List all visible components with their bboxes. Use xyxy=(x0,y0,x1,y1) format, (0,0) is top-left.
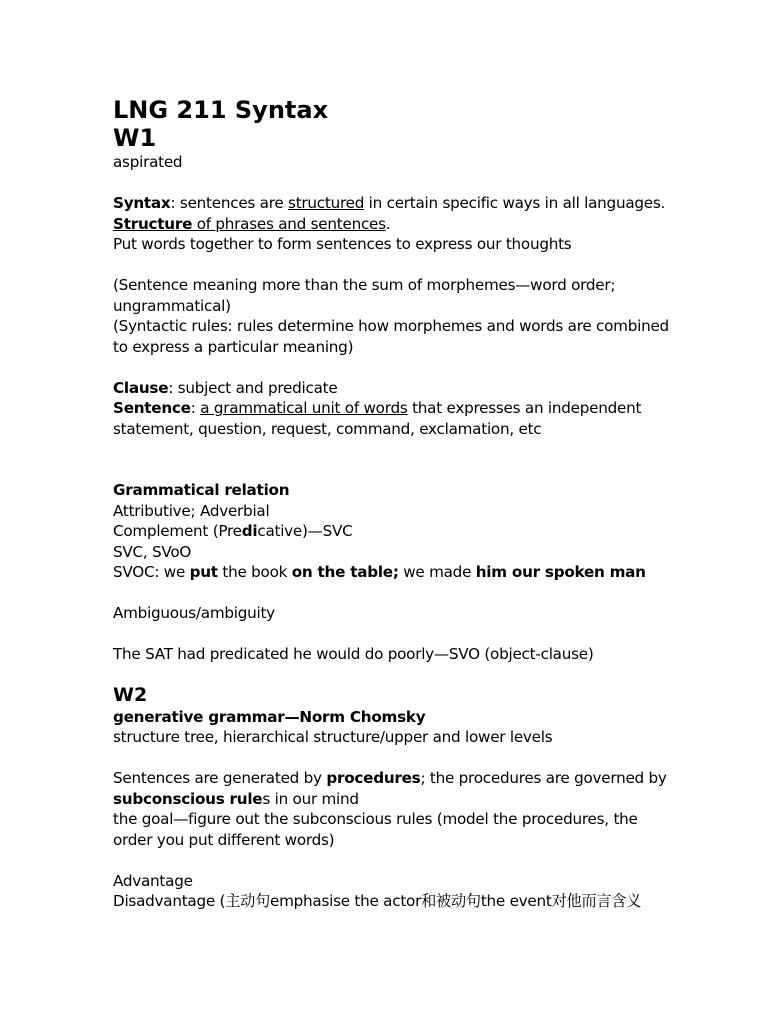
meaning-line-2: ungrammatical) xyxy=(113,296,231,315)
spacer xyxy=(113,255,673,276)
complement-bold: di xyxy=(241,522,258,540)
structure-term: Structure xyxy=(113,214,193,233)
spacer xyxy=(113,583,673,604)
generative-grammar-term: generative grammar—Norm Chomsky xyxy=(113,707,426,726)
syntax-post: in certain specific ways in all languages. xyxy=(364,194,666,212)
svoc-line xyxy=(113,562,673,583)
spacer xyxy=(113,850,673,871)
structure-definition xyxy=(113,214,673,235)
procedures-term: procedures xyxy=(326,769,421,787)
meaning-line-1: (Sentence meaning more than the sum of morphemes—word order; xyxy=(113,276,616,294)
disadvantage-line: Disadvantage (主动句emphasise the actor和被动句the event对他而言含义 xyxy=(113,892,642,910)
rules-line-2: to express a particular meaning) xyxy=(113,337,354,356)
svoc-him: him our spoken man xyxy=(475,563,646,581)
generated-pre: Sentences are generated by xyxy=(113,769,327,787)
advantage-line: Advantage xyxy=(113,871,193,890)
spacer xyxy=(113,665,673,683)
course-title: LNG 211 Syntax xyxy=(113,96,329,124)
spacer xyxy=(113,624,673,645)
svc-svoo-line: SVC, SVoO xyxy=(113,542,192,561)
complement-line xyxy=(113,521,673,542)
sentence-colon: : xyxy=(190,399,201,417)
structure-post: . xyxy=(385,214,391,233)
subconscious-line xyxy=(113,789,673,810)
syntax-term: Syntax xyxy=(113,194,171,212)
structure-underlined: of phrases and sentences xyxy=(192,214,386,233)
structure-tree-line: structure tree, hierarchical structure/upper and lower levels xyxy=(113,728,553,746)
sentence-definition-line-2: statement, question, request, command, exclamation, etc xyxy=(113,419,542,438)
week1-heading: W1 xyxy=(113,124,157,152)
grammatical-relation-term: Grammatical relation xyxy=(113,481,290,499)
rules-line-1: (Syntactic rules: rules determine how morphemes and words are combined xyxy=(113,317,669,335)
generated-post: ; the procedures are governed by xyxy=(420,769,667,787)
grammatical-relation-heading xyxy=(113,480,673,501)
note-aspirated: aspirated xyxy=(113,153,183,171)
spacer xyxy=(113,748,673,769)
attributive-line: Attributive; Adverbial xyxy=(113,501,270,520)
sentence-post: that expresses an independent xyxy=(407,399,642,417)
syntax-pre: : sentences are xyxy=(170,194,289,212)
svoc-mid-1: the book xyxy=(217,563,292,581)
sentence-underlined: a grammatical unit of words xyxy=(200,399,408,417)
clause-def: : subject and predicate xyxy=(168,378,338,397)
sentence-definition xyxy=(113,398,673,419)
subconscious-post: s in our mind xyxy=(262,789,359,808)
spacer xyxy=(113,439,673,480)
svoc-table: on the table; xyxy=(291,563,399,581)
spacer xyxy=(113,173,673,194)
generated-line xyxy=(113,768,673,789)
clause-term: Clause xyxy=(113,378,169,397)
syntax-definition xyxy=(113,193,673,214)
syntax-underlined: structured xyxy=(288,194,365,212)
week2-heading: W2 xyxy=(113,683,148,706)
complement-post: cative)—SVC xyxy=(257,522,353,540)
goal-line-2: order you put different words) xyxy=(113,830,335,849)
sentence-term: Sentence xyxy=(113,399,191,417)
svoc-mid-2: we made xyxy=(398,563,476,581)
svoc-pre: SVOC: we xyxy=(113,563,190,581)
sat-example-line: The SAT had predicated he would do poorly—SVO (object-clause) xyxy=(113,645,594,663)
complement-pre: Complement (Pre xyxy=(113,522,242,540)
put-words-line: Put words together to form sentences to express our thoughts xyxy=(113,235,572,253)
goal-line-1: the goal—figure out the subconscious rules (model the procedures, the xyxy=(113,810,638,828)
svoc-put: put xyxy=(189,563,218,581)
spacer xyxy=(113,357,673,378)
ambiguous-line: Ambiguous/ambiguity xyxy=(113,604,275,622)
document-page xyxy=(113,96,673,912)
generative-grammar-line xyxy=(113,707,673,728)
clause-definition xyxy=(113,378,673,399)
subconscious-term: subconscious rule xyxy=(113,789,263,808)
